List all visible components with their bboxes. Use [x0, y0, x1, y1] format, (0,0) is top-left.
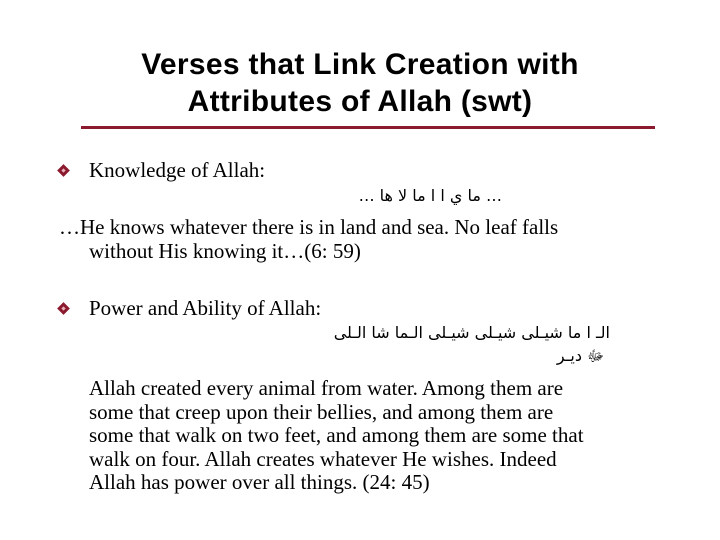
translation-power: Allah created every animal from water. Among them are some that creep upon their bellies, and among them are some that walk on two feet, and among them are some that walk on four. Allah creates whatever He wishes. Indeed Allah has power over all things. (24: 45)	[89, 376, 584, 494]
arabic-verse-knowledge: … ما ي ا ا ما لا ها …	[358, 186, 502, 205]
slide-title	[60, 46, 660, 120]
translation-knowledge: …He knows whatever there is in land and sea. No leaf falls without His knowing it…(6: 59)	[59, 215, 559, 263]
title-line-1: Verses that Link Creation with	[141, 48, 579, 81]
bullet-diamond-icon	[57, 302, 70, 315]
arabic-verse-power-line1: الـ ا ما شيـلى شيـلى شيـلى الـما شا الـلى	[333, 323, 610, 342]
arabic-verse-power-word: ديـر	[556, 346, 582, 365]
section-heading-power: Power and Ability of Allah:	[89, 296, 322, 320]
section-heading-knowledge: Knowledge of Allah:	[89, 158, 266, 182]
arabic-verse-power-line2	[557, 345, 604, 367]
bullet-diamond-icon	[57, 164, 70, 177]
title-underline	[81, 126, 655, 129]
honorific-glyph: ﷻ	[587, 347, 604, 365]
title-line-2: Attributes of Allah (swt)	[187, 85, 533, 118]
